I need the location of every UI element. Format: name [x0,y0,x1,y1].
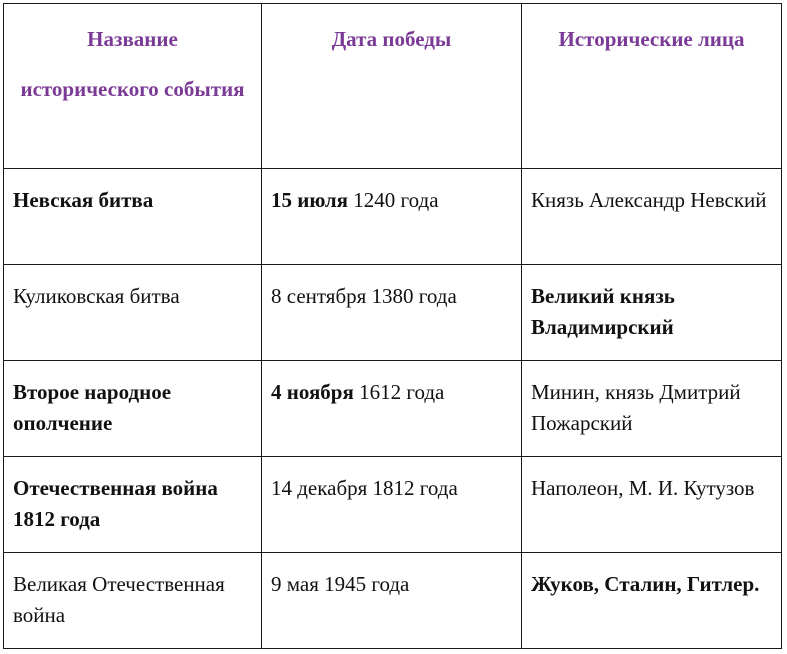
persons-cell: Наполеон, М. И. Кутузов [522,457,782,553]
date-rest-part: 1612 года [353,380,445,404]
date-rest-part: 8 сентября 1380 года [271,284,457,308]
persons-cell: Великий князь Владимирский [522,265,782,361]
table-row [4,553,782,649]
header-victory-date: Дата победы [262,4,522,169]
event-cell: Невская битва [4,169,262,265]
date-cell [262,553,522,649]
date-cell [262,361,522,457]
historical-events-table [3,3,782,649]
event-cell: Куликовская битва [4,265,262,361]
date-cell [262,457,522,553]
event-cell: Великая Отечественная война [4,553,262,649]
event-cell: Второе народное ополчение [4,361,262,457]
date-cell [262,265,522,361]
table-row [4,457,782,553]
persons-cell: Минин, князь Дмитрий Пожарский [522,361,782,457]
date-bold-part: 15 июля [271,188,349,212]
header-row [4,4,782,169]
date-cell [262,169,522,265]
table-row [4,169,782,265]
event-cell: Отечественная война 1812 года [4,457,262,553]
date-rest-part: 14 декабря 1812 года [271,476,458,500]
persons-cell: Князь Александр Невский [522,169,782,265]
date-rest-part: 9 мая 1945 года [271,572,410,596]
persons-cell: Жуков, Сталин, Гитлер. [522,553,782,649]
header-historical-persons: Исторические лица [522,4,782,169]
header-event-name: Название исторического события [4,4,262,169]
date-rest-part: 1240 года [348,188,439,212]
date-bold-part: 4 ноября [271,380,354,404]
table-row [4,361,782,457]
table-row [4,265,782,361]
